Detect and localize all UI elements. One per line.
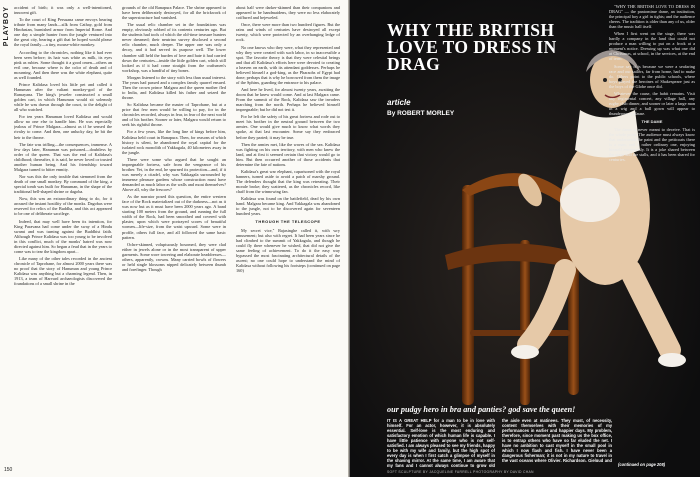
paragraph: Whatever the cause, the habit remains. Visit any regimental concert, any village hall, any rugby club dinner, and sooner or later a large man in a wig and a ball gown will appear to thunderous applause. (609, 90, 695, 116)
paragraph: The usual relic chamber set in the foundations was empty, obviously robbed of its contents centuries ago. But the students had tools of which the old-time treasure hunters never dreamed; their neutrino survey disclosed a second relic chamber, much deeper. The upper one was only a decoy, and it had served its purpose well. The lower chamber still held the burden of love and hate it had carried down the centuries—inside the little golden cart, which still looked as if it had come straight from the craftsmen's workshop, was a handful of tiny bones. (122, 22, 226, 73)
paragraph: Morgan listened to the story with less than usual interest. The years had passed and a complex family quarrel ensued. Then the crown prince Malgara and the queen mother fled to India, and Kalidasa killed his father and seized the throne. (122, 74, 226, 100)
paragraph: To the court of King Persuana came envoys bearing tribute from many lands—silk from Cathay, gold from Hindustan, burnished armor from Imperial Rome. And one day a simple hunter from the jungle ventured into the great city, bearing a gift that he hoped would please the royal family—a tiny, mouse-white monkey. (14, 17, 112, 48)
article-kicker: article (387, 98, 411, 107)
paragraph: No one knows who they were, what they represented and why they were created with such labor, in so inaccessible a spot. The favorite theory is that they were celestial beings and that all Kalidasa's efforts here were devoted to creating a heaven on earth, with its attendant goddesses. Perhaps he believed himself a god-king, as the Pharaohs of Egypt had done; perhaps that is why he borrowed from them the image of the Sphinx, guarding the entrance to his palace. (236, 44, 340, 85)
paragraph: Ochre-skinned, voluptuously bosomed, they were clad either in jewels alone or in the most transparent of upper garments. Some wore towering and elaborate headdresses—others, apparently, crowns. Many carried bowls of flowers or held single blossoms nipped delicately between thumb and forefinger. Though (122, 241, 226, 272)
paragraph: According to the chronicles, nothing like it had ever been seen before; its hair was white as milk, its eyes pink as rubies. Some thought it a good omen—others an evil one, because where is the color of death and of mourning. And then there was the white elephant, quite as well founded. (14, 49, 112, 80)
paragraph: And here he lived, for almost twenty years, awaiting the doom that he knew would come. And at last Malgara came. From the summit of the Rock, Kalidasa saw the invaders marching from the north. Perhaps he believed himself impregnable; but he did not test it. (236, 86, 340, 113)
paragraph: As the narrator posed this question, the entire western face of the Rock materialized out of the darkness—not as it was now but as it must have been 2000 years ago. A band starting 100 meters from the ground, and running the full width of the Rock, had been smoothed and covered with plaster, upon which were portrayed scores of beautiful women—life-size, from the waist upward. Some were in profile, others full face, and all followed the same basic pattern. (122, 194, 226, 240)
paragraph: There were some who argued that he sought an impregnable fortress, safe from the vengeance of his brother. Yet, in the end, he spurned its protection—and, if it was merely a citadel, why was Yakkagala surrounded by immense pleasure gardens whose construction must have demanded as much labor as the walls and moat themselves? Above all, why the frescoes? (122, 156, 226, 193)
paragraph: Indeed, that may well have been its intention, for King Paravana had come under the sway of a Hindu swami and was turning against the Buddhist faith. Although Prince Kalidasa was too young to be involved in this conflict, much of the monks' hatred was now directed against him. So began a feud that in the years to come was to tear the kingdom apart... (14, 218, 112, 254)
article-headline: WHY THE BRITISH LOVE TO DRESS IN DRAG (387, 20, 557, 74)
paragraph: Prince Kalidasa loved his little pet and called it Hanuman after the valiant monkey-god of the Ramayana. The king's jeweler constructed a small golden cart, in which Hanuman would sit solemnly while he was drawn through the court, to the delight of all who watched. (14, 81, 112, 113)
paragraph: The fate was trifling—the consequences, immense. A few days later, Hanuman was poisoned—doubtless by order of the queen. That was the end of Kalidasa's childhood; thereafter, it is said, he never loved or trusted another human being. And his friendship toward Malgara turned to bitter enmity. (14, 141, 112, 172)
paragraph: accident of birth; it was only a well-intentioned, innocent gift. (14, 5, 112, 16)
paragraph: grounds of the old Ranapura Palace. The shrine appeared to have been deliberately destroyed, for all the brickwork of the superstructure had vanished. (122, 5, 226, 21)
page-number: 150 (4, 467, 13, 473)
paragraph: The dame is never meant to deceive. That is the whole point. The audience must always know that underneath the paint and the petticoats there is a man, and a rather ordinary one, enjoying himself enormously. It is a joke shared between the stage and the stalls, and it has been shared for centuries. (609, 127, 695, 163)
photo-credit: SOFT SCULPTURE BY JACQUELINE FARRELL PHOTOGRAPHY BY DAVID CHAN (387, 470, 534, 474)
paragraph: Kalidasa's great war elephant, caparisoned with the royal banners, turned aside to avoid a patch of marshy ground. The defenders thought that the king was retreating. Their morale broke; they scattered, as the chronicles record, like chaff from the winnowing fan. (236, 168, 340, 195)
article-column-1 (14, 5, 112, 467)
paragraph: For ten years Hanuman loved Kalidasa and would allow no one else to handle him. He was especially jealous of Prince Malgara—almost as if he sensed the rivalry to come. And then, one unlucky day, he bit the heir to the throne. (14, 114, 112, 140)
paragraph: When I first went on the stage, there was hardly a company in the land that could not produce a man willing to put on a frock at a moment's notice. Dressing up was what one did at Christmas, at school, in the services, at the end of term. (609, 31, 695, 62)
paragraph: For a few years, like the long line of kings before him, Kalidasa held court in Ranapura. Then, for reasons of which history is silent, he abandoned the royal capital for the isolated rock monolith of Yakkagala, 40 kilometers away in the jungle. (122, 129, 226, 155)
continued-note: (continued on page 208) (618, 462, 666, 467)
article-column-3 (236, 5, 340, 467)
intro-column-2: the aisle even at matinees. They must, of necessity, content themselves with their memories of my performances in earlier and happier days. My problem, therefore, since moment past making us the box office, is to entrap others who have so far eluded the net. I have no ambition to cast myself in the small pool in which I now flash and fish. I have never been a dangerous fisherman; it is not in my nature to travel in the vast oceans where Olivier, Richardson, Gielgud and (502, 418, 612, 462)
article-byline: By ROBERT MORLEY (387, 110, 455, 117)
paragraph: Some say it is because we were a seafaring race and our sailors, far from home, had to make do. Others point to the public schools, where boys played the heroines of Shakespeare just as the boys of the Globe once did. (609, 63, 695, 89)
paragraph: Kalidasa was found on the battlefield, dead by his own hand. Malgara became king. And Yakkagala was abandoned to the jungle, not to be discovered again for seventeen hundred years. (236, 196, 340, 217)
paragraph: Then the armies met, like the waves of the sea. Kalidasa was fighting on his own territory, with men who knew the land, and at first it seemed certain that victory would go to him. But then occurred another of those accidents that determine the fate of nations. (236, 141, 340, 167)
paragraph: about half were darker-skinned than their companions and appeared to be handmaidens, they were no less elaborately coiffured and bejeweled. (236, 5, 340, 21)
paragraph: Nor was this the only trouble that stemmed from the death of one small monkey. By command of the king, a special tomb was built for Hanuman, in the shape of the traditional bell-shaped shrine or dagoba. (14, 174, 112, 195)
intro-column-1: IT IS A GREAT HELP for a man to be in love with himself. For an actor, however, it is absolutely essential. Self-love is the most enduring and satisfactory emotion of which human life is capable. I have little patience with anyone who is not self-satisfied. I am always pleased to see my friends, happy to be with my wife and family, but the high spot of every day is when I first catch a glimpse of myself in the shaving mirror. At the same time, I am aware that my fans and I cannot always continue to grow old (387, 418, 495, 468)
right-page (350, 0, 700, 477)
paragraph: Once, there were more than two hundred figures. But the rains and winds of centuries have destroyed all except twenty, which were protected by an overhanging ledge of rock. (236, 22, 340, 43)
subheading: THROUGH THE TELESCOPE (255, 219, 321, 225)
article-column-2 (122, 5, 226, 467)
paragraph: So Kalidasa became the master of Taprobane, but at a price that few men would be willing to pay, for in the chronicles recorded, always in fear, in fear of the next world and of his brother. Sooner or later, Malgara would return to seek his rightful throne. (122, 102, 226, 128)
subheading: THE DAME (641, 118, 663, 124)
paragraph: For he left the safety of his great fortress and rode out to meet his brother in the neutral ground between the two armies. One would give much to know what words they spoke, at that last encounter. Some say they embraced before they parted; it may be true. (236, 114, 340, 140)
photo-caption: our pudgy hero in bra and panties? god save the queen! (387, 405, 576, 414)
article-column-right (609, 4, 695, 364)
paragraph: "WHY THE BRITISH LOVE TO DRESS IN DRAG" — the pantomime dame, an institution, the principal boy a girl in tights; and the audience cheers. The tradition is older than any of us, older than the music hall itself. (609, 4, 695, 30)
paragraph: Like many of the other tales recorded in the ancient chronicle of Taprobane, for almost 2000 years there was no proof that the story of Hanuman and young Prince Kalidasa was anything but a charming legend. Then, in 1913, a team of Harvard archaeologists discovered the foundations of a small shrine in the (14, 256, 112, 287)
paragraph: Now, this was an extraordinary thing to do, for it aroused the instant hostility of the monks. Dagobas were reserved for relics of the Buddha, and this act appeared to be one of deliberate sacrilege. (14, 196, 112, 217)
magazine-name: PLAYBOY (3, 6, 10, 47)
paragraph: My secret vice," Rajasinghe called it, with wry amusement; but also with regret. It had been years since he had climbed to the summit of Yakkagala, and though he could fly there whenever he wished, that did not give the same feeling of achievement. To do it the easy way bypassed the most fascinating architectural details of the ascent; no one could hope to understand the mind of Kalidasa without following his footsteps (continued on page 160) (236, 227, 340, 273)
